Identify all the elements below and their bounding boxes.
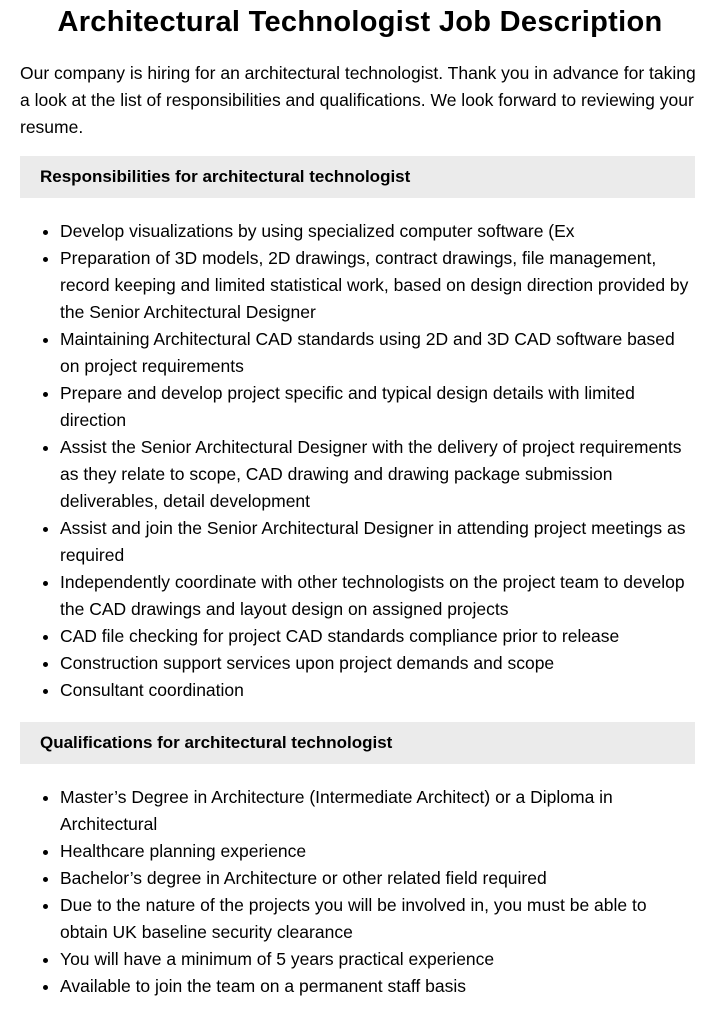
list-item: • Healthcare planning experience: [60, 838, 692, 865]
list-item: • Maintaining Architectural CAD standards using 2D and 3D CAD software based on project requirements: [60, 326, 692, 380]
list-item: • Bachelor’s degree in Architecture or other related field required: [60, 865, 692, 892]
qualifications-heading: Qualifications for architectural technologist: [20, 722, 695, 764]
list-item: • Due to the nature of the projects you will be involved in, you must be able to obtain UK baseline security clearance: [60, 892, 692, 946]
list-item: • Preparation of 3D models, 2D drawings, contract drawings, file management, record keeping and limited statistical work, based on design direction provided by the Senior Architectural Designer: [60, 245, 692, 326]
list-item: • Available to join the team on a permanent staff basis: [60, 973, 692, 1000]
list-item: • Prepare and develop project specific and typical design details with limited direction: [60, 380, 692, 434]
list-item: • Assist and join the Senior Architectural Designer in attending project meetings as required: [60, 515, 692, 569]
list-item: • You will have a minimum of 5 years practical experience: [60, 946, 692, 973]
list-item: • Develop visualizations by using specialized computer software (Ex: [60, 218, 692, 245]
list-item: • CAD file checking for project CAD standards compliance prior to release: [60, 623, 692, 650]
list-item: • Construction support services upon project demands and scope: [60, 650, 692, 677]
list-item: • Independently coordinate with other technologists on the project team to develop the CAD drawings and layout design on assigned projects: [60, 569, 692, 623]
list-item: • Consultant coordination: [60, 677, 692, 704]
page-title: Architectural Technologist Job Description: [57, 6, 663, 38]
list-item: • Master’s Degree in Architecture (Intermediate Architect) or a Diploma in Architectural: [60, 784, 692, 838]
responsibilities-heading: Responsibilities for architectural technologist: [20, 156, 695, 198]
qualifications-list: [20, 784, 692, 1000]
intro-paragraph: Our company is hiring for an architectural technologist. Thank you in advance for taking a look at the list of responsibilities and qualifications. We look forward to reviewing your resume.: [20, 63, 696, 137]
responsibilities-list: [20, 218, 692, 704]
list-item: • Assist the Senior Architectural Designer with the delivery of project requirements as they relate to scope, CAD drawing and drawing package submission deliverables, detail development: [60, 434, 692, 515]
